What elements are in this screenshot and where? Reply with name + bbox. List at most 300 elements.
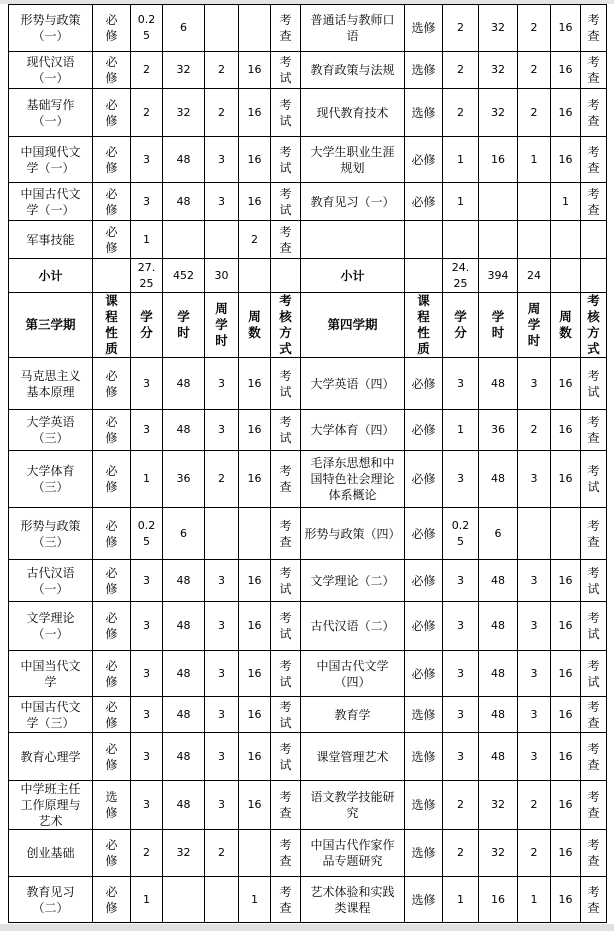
sem3-course-type-cell: 必 修 — [93, 830, 131, 877]
table-row — [9, 89, 607, 137]
table-row — [9, 52, 607, 89]
sem4-weekly-hours-cell: 3 — [518, 651, 551, 697]
table-row — [9, 221, 607, 259]
sem3-course-type-cell: 必 修 — [93, 89, 131, 137]
sem3-credits-cell: 3 — [131, 733, 163, 781]
sem3-course-name-cell: 古代汉语 （一） — [9, 560, 93, 602]
sem4-course-type-cell — [405, 259, 443, 293]
sem4-weekly-hours-cell: 3 — [518, 451, 551, 508]
sem4-assessment-cell: 考 查 — [581, 5, 607, 52]
sem3-course-type-cell: 选 修 — [93, 781, 131, 830]
sem3-weekly-hours-cell: 3 — [205, 560, 239, 602]
sem3-course-type-cell: 必 修 — [93, 697, 131, 733]
sem3-weekly-hours-cell — [205, 508, 239, 560]
sem3-hours-cell: 36 — [163, 451, 205, 508]
sem3-course-name-cell: 教育见习 （二） — [9, 877, 93, 923]
sem4-course-name-cell: 教育政策与法规 — [301, 52, 405, 89]
sem3-weeks-cell: 16 — [239, 89, 271, 137]
sem4-credits-cell: 2 — [443, 781, 479, 830]
sem3-course-type-cell: 必 修 — [93, 508, 131, 560]
sem4-credits-cell: 3 — [443, 560, 479, 602]
sem3-weekly-hours-cell — [205, 877, 239, 923]
sem3-weekly-hours-cell: 3 — [205, 137, 239, 183]
sem3-hours-cell — [163, 221, 205, 259]
sem3-weekly-hours-cell: 3 — [205, 781, 239, 830]
sem4-course-name-cell — [301, 221, 405, 259]
sem3-hours-cell: 48 — [163, 410, 205, 451]
sem3-hours-cell: 32 — [163, 89, 205, 137]
sem4-course-name-cell: 普通话与教师口 语 — [301, 5, 405, 52]
sem3-course-type-cell: 必 修 — [93, 651, 131, 697]
sem3-weeks-cell: 周 数 — [239, 293, 271, 358]
table-row — [9, 877, 607, 923]
sem3-weeks-cell — [239, 830, 271, 877]
sem4-credits-cell: 3 — [443, 602, 479, 651]
sem4-credits-cell: 1 — [443, 877, 479, 923]
sem3-credits-cell: 2 — [131, 89, 163, 137]
sem4-weeks-cell: 16 — [551, 602, 581, 651]
sem4-hours-cell: 48 — [479, 560, 518, 602]
sem4-hours-cell: 48 — [479, 358, 518, 410]
sem4-weeks-cell: 16 — [551, 830, 581, 877]
sem3-weeks-cell: 2 — [239, 221, 271, 259]
sem3-weekly-hours-cell — [205, 221, 239, 259]
sem4-hours-cell: 48 — [479, 451, 518, 508]
sem3-credits-cell: 3 — [131, 602, 163, 651]
sem4-assessment-cell: 考 试 — [581, 451, 607, 508]
sem4-hours-cell: 32 — [479, 52, 518, 89]
table-row — [9, 358, 607, 410]
sem3-credits-cell: 3 — [131, 358, 163, 410]
sem4-hours-cell — [479, 221, 518, 259]
sem3-credits-cell: 0.2 5 — [131, 508, 163, 560]
sem4-course-type-cell: 选修 — [405, 877, 443, 923]
sem3-course-type-cell: 必 修 — [93, 733, 131, 781]
sem4-weekly-hours-cell: 3 — [518, 560, 551, 602]
sem3-course-type-cell: 必 修 — [93, 602, 131, 651]
sem4-hours-cell: 32 — [479, 5, 518, 52]
sem3-course-name-cell: 小计 — [9, 259, 93, 293]
sem3-hours-cell: 48 — [163, 733, 205, 781]
sem4-course-name-cell: 中国古代文学 （四） — [301, 651, 405, 697]
sem4-weeks-cell: 16 — [551, 137, 581, 183]
sem3-credits-cell: 3 — [131, 410, 163, 451]
sem4-hours-cell: 32 — [479, 781, 518, 830]
sem4-course-type-cell: 选修 — [405, 52, 443, 89]
sem4-credits-cell: 0.2 5 — [443, 508, 479, 560]
table-row — [9, 602, 607, 651]
sem3-assessment-cell: 考 试 — [271, 733, 301, 781]
sem3-weeks-cell: 16 — [239, 697, 271, 733]
sem4-course-name-cell: 大学英语（四） — [301, 358, 405, 410]
sem4-weekly-hours-cell — [518, 221, 551, 259]
sem4-weekly-hours-cell: 2 — [518, 52, 551, 89]
sem3-credits-cell: 27. 25 — [131, 259, 163, 293]
sem4-credits-cell: 3 — [443, 651, 479, 697]
sem3-weekly-hours-cell: 3 — [205, 183, 239, 221]
sem3-course-name-cell: 马克思主义 基本原理 — [9, 358, 93, 410]
sem4-weeks-cell — [551, 221, 581, 259]
sem3-course-name-cell: 形势与政策 （三） — [9, 508, 93, 560]
sem3-course-name-cell: 中学班主任 工作原理与 艺术 — [9, 781, 93, 830]
table-row — [9, 697, 607, 733]
sem4-course-type-cell: 选修 — [405, 781, 443, 830]
sem4-course-name-cell: 课堂管理艺术 — [301, 733, 405, 781]
table-row — [9, 733, 607, 781]
sem3-assessment-cell: 考 试 — [271, 560, 301, 602]
sem4-assessment-cell: 考 查 — [581, 733, 607, 781]
sem4-assessment-cell — [581, 259, 607, 293]
sem3-assessment-cell: 考 查 — [271, 877, 301, 923]
sem3-course-name-cell: 大学英语 （三） — [9, 410, 93, 451]
sem3-credits-cell: 3 — [131, 781, 163, 830]
sem3-weeks-cell: 1 — [239, 877, 271, 923]
sem3-course-type-cell: 必 修 — [93, 183, 131, 221]
sem4-weeks-cell: 16 — [551, 560, 581, 602]
table-row — [9, 5, 607, 52]
sem3-assessment-cell: 考 试 — [271, 137, 301, 183]
sem3-assessment-cell: 考 核 方 式 — [271, 293, 301, 358]
sem4-hours-cell: 6 — [479, 508, 518, 560]
sem3-weeks-cell: 16 — [239, 52, 271, 89]
sem3-weeks-cell: 16 — [239, 451, 271, 508]
sem4-course-type-cell: 选修 — [405, 89, 443, 137]
sem4-weeks-cell: 16 — [551, 410, 581, 451]
sem4-course-name-cell: 大学生职业生涯 规划 — [301, 137, 405, 183]
sem4-hours-cell: 学 时 — [479, 293, 518, 358]
sem3-hours-cell: 32 — [163, 52, 205, 89]
sem4-weeks-cell: 16 — [551, 651, 581, 697]
sem3-course-name-cell: 军事技能 — [9, 221, 93, 259]
sem3-weeks-cell: 16 — [239, 137, 271, 183]
sem4-course-name-cell: 教育见习（一） — [301, 183, 405, 221]
sem4-weekly-hours-cell: 周 学 时 — [518, 293, 551, 358]
sem4-assessment-cell — [581, 221, 607, 259]
sem4-course-type-cell: 选修 — [405, 733, 443, 781]
table-row — [9, 508, 607, 560]
sem4-assessment-cell: 考 试 — [581, 651, 607, 697]
sem4-weekly-hours-cell: 1 — [518, 137, 551, 183]
sem4-course-name-cell: 第四学期 — [301, 293, 405, 358]
sem3-weeks-cell — [239, 259, 271, 293]
sem4-weekly-hours-cell: 3 — [518, 358, 551, 410]
sem4-weekly-hours-cell — [518, 508, 551, 560]
sem4-credits-cell: 1 — [443, 410, 479, 451]
sem3-weeks-cell: 16 — [239, 733, 271, 781]
sem3-weekly-hours-cell: 3 — [205, 602, 239, 651]
header-row — [9, 293, 607, 358]
sem4-credits-cell: 24. 25 — [443, 259, 479, 293]
sem3-credits-cell: 3 — [131, 183, 163, 221]
sem3-credits-cell: 0.2 5 — [131, 5, 163, 52]
sem3-hours-cell: 48 — [163, 137, 205, 183]
sem3-weekly-hours-cell: 30 — [205, 259, 239, 293]
sem3-course-type-cell: 必 修 — [93, 877, 131, 923]
sem4-credits-cell — [443, 221, 479, 259]
sem4-weekly-hours-cell: 3 — [518, 602, 551, 651]
sem4-weekly-hours-cell: 24 — [518, 259, 551, 293]
sem4-assessment-cell: 考 查 — [581, 781, 607, 830]
sem4-course-type-cell: 必修 — [405, 183, 443, 221]
sem4-hours-cell: 48 — [479, 733, 518, 781]
sem4-weeks-cell: 16 — [551, 733, 581, 781]
sem4-course-name-cell: 毛泽东思想和中 国特色社会理论 体系概论 — [301, 451, 405, 508]
sem4-course-name-cell: 古代汉语（二） — [301, 602, 405, 651]
sem3-assessment-cell: 考 试 — [271, 52, 301, 89]
sem3-course-name-cell: 创业基础 — [9, 830, 93, 877]
sem4-weeks-cell: 16 — [551, 451, 581, 508]
sem4-assessment-cell: 考 查 — [581, 877, 607, 923]
sem4-course-type-cell: 选修 — [405, 5, 443, 52]
table-row — [9, 451, 607, 508]
sem3-course-name-cell: 中国当代文 学 — [9, 651, 93, 697]
sem4-hours-cell: 16 — [479, 137, 518, 183]
sem4-hours-cell: 48 — [479, 651, 518, 697]
sem3-weeks-cell: 16 — [239, 781, 271, 830]
sem4-course-name-cell: 小计 — [301, 259, 405, 293]
sem3-hours-cell: 48 — [163, 358, 205, 410]
sem4-weekly-hours-cell: 2 — [518, 89, 551, 137]
sem4-assessment-cell: 考 查 — [581, 183, 607, 221]
sem4-course-name-cell: 形势与政策（四） — [301, 508, 405, 560]
sem3-weekly-hours-cell: 3 — [205, 733, 239, 781]
sem4-weekly-hours-cell: 3 — [518, 697, 551, 733]
sem4-weeks-cell: 16 — [551, 877, 581, 923]
sem3-weekly-hours-cell: 周 学 时 — [205, 293, 239, 358]
sem4-weekly-hours-cell: 1 — [518, 877, 551, 923]
sem4-course-type-cell: 必修 — [405, 451, 443, 508]
sem4-course-type-cell: 选修 — [405, 697, 443, 733]
sem4-hours-cell: 394 — [479, 259, 518, 293]
sem3-course-name-cell: 中国现代文 学（一） — [9, 137, 93, 183]
sem3-assessment-cell: 考 试 — [271, 651, 301, 697]
curriculum-table — [8, 4, 607, 923]
sem3-hours-cell: 48 — [163, 697, 205, 733]
sem3-weekly-hours-cell: 2 — [205, 52, 239, 89]
sem3-assessment-cell: 考 查 — [271, 781, 301, 830]
sem4-course-type-cell — [405, 221, 443, 259]
sem3-course-name-cell: 第三学期 — [9, 293, 93, 358]
sem3-weekly-hours-cell: 2 — [205, 830, 239, 877]
sem4-weeks-cell — [551, 508, 581, 560]
sem4-assessment-cell: 考 查 — [581, 89, 607, 137]
sem3-weekly-hours-cell: 2 — [205, 89, 239, 137]
sem3-weeks-cell — [239, 5, 271, 52]
sem3-course-type-cell: 必 修 — [93, 5, 131, 52]
sem3-hours-cell: 48 — [163, 183, 205, 221]
sem3-credits-cell: 3 — [131, 651, 163, 697]
sem3-credits-cell: 2 — [131, 52, 163, 89]
sem3-course-type-cell: 必 修 — [93, 358, 131, 410]
sem4-weekly-hours-cell: 2 — [518, 5, 551, 52]
sem4-course-type-cell: 必修 — [405, 508, 443, 560]
sem3-assessment-cell: 考 查 — [271, 5, 301, 52]
sem3-hours-cell: 学 时 — [163, 293, 205, 358]
sem4-credits-cell: 3 — [443, 358, 479, 410]
sem4-assessment-cell: 考 查 — [581, 137, 607, 183]
sem4-weekly-hours-cell: 3 — [518, 733, 551, 781]
sem4-weeks-cell: 16 — [551, 52, 581, 89]
sem4-course-name-cell: 中国古代作家作 品专题研究 — [301, 830, 405, 877]
sem3-hours-cell: 452 — [163, 259, 205, 293]
sem4-credits-cell: 3 — [443, 733, 479, 781]
sem4-weeks-cell: 16 — [551, 358, 581, 410]
sem4-assessment-cell: 考 试 — [581, 358, 607, 410]
sem3-credits-cell: 2 — [131, 830, 163, 877]
sem4-weeks-cell: 1 — [551, 183, 581, 221]
sem4-credits-cell: 2 — [443, 830, 479, 877]
sem4-weekly-hours-cell: 2 — [518, 410, 551, 451]
sem3-course-name-cell: 形势与政策 （一） — [9, 5, 93, 52]
sem3-assessment-cell: 考 试 — [271, 697, 301, 733]
window-bottom-edge — [0, 924, 614, 931]
sem3-hours-cell: 32 — [163, 830, 205, 877]
table-row — [9, 410, 607, 451]
sem3-weekly-hours-cell: 3 — [205, 410, 239, 451]
sem3-course-type-cell: 必 修 — [93, 221, 131, 259]
sem3-assessment-cell: 考 查 — [271, 221, 301, 259]
sem3-course-name-cell: 基础写作 （一） — [9, 89, 93, 137]
sem4-course-type-cell: 必修 — [405, 602, 443, 651]
sem4-course-name-cell: 艺术体验和实践 类课程 — [301, 877, 405, 923]
sem4-assessment-cell: 考 查 — [581, 508, 607, 560]
sem3-course-name-cell: 中国古代文 学（一） — [9, 183, 93, 221]
sem3-course-type-cell: 必 修 — [93, 137, 131, 183]
sem3-course-type-cell — [93, 259, 131, 293]
sem3-assessment-cell: 考 试 — [271, 358, 301, 410]
sem3-course-name-cell: 中国古代文 学（三） — [9, 697, 93, 733]
sem4-weekly-hours-cell: 2 — [518, 830, 551, 877]
sem3-weeks-cell: 16 — [239, 651, 271, 697]
sem4-hours-cell: 36 — [479, 410, 518, 451]
sem3-hours-cell: 6 — [163, 5, 205, 52]
sem4-assessment-cell: 考 试 — [581, 602, 607, 651]
table-row — [9, 651, 607, 697]
sem3-hours-cell: 48 — [163, 602, 205, 651]
subtotal-row — [9, 259, 607, 293]
sem4-hours-cell: 16 — [479, 877, 518, 923]
sem4-hours-cell: 48 — [479, 697, 518, 733]
sem4-course-type-cell: 必修 — [405, 137, 443, 183]
sem4-assessment-cell: 考 查 — [581, 697, 607, 733]
sem3-weekly-hours-cell: 2 — [205, 451, 239, 508]
sem4-weeks-cell: 16 — [551, 89, 581, 137]
sem3-assessment-cell: 考 查 — [271, 451, 301, 508]
sem3-weekly-hours-cell: 3 — [205, 651, 239, 697]
sem4-hours-cell: 32 — [479, 89, 518, 137]
sem4-course-type-cell: 必修 — [405, 651, 443, 697]
sem4-credits-cell: 学 分 — [443, 293, 479, 358]
sem4-course-type-cell: 必修 — [405, 560, 443, 602]
sem3-credits-cell: 1 — [131, 877, 163, 923]
sem3-course-name-cell: 文学理论 （一） — [9, 602, 93, 651]
table-row — [9, 781, 607, 830]
sem4-course-name-cell: 现代教育技术 — [301, 89, 405, 137]
sem4-credits-cell: 2 — [443, 5, 479, 52]
sem4-hours-cell — [479, 183, 518, 221]
sem4-course-type-cell: 课 程 性 质 — [405, 293, 443, 358]
sem3-assessment-cell: 考 查 — [271, 830, 301, 877]
sem3-credits-cell: 学 分 — [131, 293, 163, 358]
sem3-course-name-cell: 现代汉语 （一） — [9, 52, 93, 89]
table-row — [9, 183, 607, 221]
sem4-hours-cell: 32 — [479, 830, 518, 877]
sem4-weeks-cell: 16 — [551, 781, 581, 830]
table-row — [9, 560, 607, 602]
sem4-credits-cell: 3 — [443, 697, 479, 733]
sem3-credits-cell: 3 — [131, 137, 163, 183]
sem3-hours-cell: 48 — [163, 560, 205, 602]
sem3-course-name-cell: 大学体育 （三） — [9, 451, 93, 508]
sem4-assessment-cell: 考 查 — [581, 52, 607, 89]
sem3-hours-cell: 6 — [163, 508, 205, 560]
sem4-course-type-cell: 必修 — [405, 410, 443, 451]
sem4-course-type-cell: 必修 — [405, 358, 443, 410]
sem4-credits-cell: 2 — [443, 52, 479, 89]
sem4-assessment-cell: 考 查 — [581, 410, 607, 451]
sem4-credits-cell: 1 — [443, 183, 479, 221]
sem4-credits-cell: 3 — [443, 451, 479, 508]
sem4-assessment-cell: 考 核 方 式 — [581, 293, 607, 358]
sem3-weeks-cell: 16 — [239, 602, 271, 651]
sem3-hours-cell: 48 — [163, 651, 205, 697]
sem3-assessment-cell: 考 试 — [271, 410, 301, 451]
sem4-credits-cell: 1 — [443, 137, 479, 183]
sem3-hours-cell: 48 — [163, 781, 205, 830]
sem3-course-name-cell: 教育心理学 — [9, 733, 93, 781]
sem4-course-name-cell: 教育学 — [301, 697, 405, 733]
sem4-hours-cell: 48 — [479, 602, 518, 651]
sem3-course-type-cell: 必 修 — [93, 451, 131, 508]
sem4-course-name-cell: 语文教学技能研 究 — [301, 781, 405, 830]
sem3-credits-cell: 3 — [131, 697, 163, 733]
sem3-weeks-cell: 16 — [239, 560, 271, 602]
sem3-weeks-cell — [239, 508, 271, 560]
sem3-weeks-cell: 16 — [239, 183, 271, 221]
sem4-course-type-cell: 选修 — [405, 830, 443, 877]
sem3-weekly-hours-cell: 3 — [205, 697, 239, 733]
sem3-weekly-hours-cell — [205, 5, 239, 52]
sem3-weeks-cell: 16 — [239, 410, 271, 451]
sem3-assessment-cell: 考 试 — [271, 89, 301, 137]
sem4-weeks-cell: 16 — [551, 5, 581, 52]
sem3-assessment-cell: 考 试 — [271, 183, 301, 221]
sem3-credits-cell: 1 — [131, 451, 163, 508]
sem3-assessment-cell — [271, 259, 301, 293]
sem3-course-type-cell: 课 程 性 质 — [93, 293, 131, 358]
sem3-course-type-cell: 必 修 — [93, 52, 131, 89]
table-row — [9, 137, 607, 183]
sem3-weekly-hours-cell: 3 — [205, 358, 239, 410]
sem4-weekly-hours-cell — [518, 183, 551, 221]
sem3-weeks-cell: 16 — [239, 358, 271, 410]
sem3-assessment-cell: 考 查 — [271, 508, 301, 560]
sem4-credits-cell: 2 — [443, 89, 479, 137]
table-row — [9, 830, 607, 877]
sem4-weeks-cell: 16 — [551, 697, 581, 733]
sem3-course-type-cell: 必 修 — [93, 410, 131, 451]
sem3-credits-cell: 1 — [131, 221, 163, 259]
sem4-course-name-cell: 大学体育（四） — [301, 410, 405, 451]
sem4-assessment-cell: 考 查 — [581, 830, 607, 877]
sem4-weekly-hours-cell: 2 — [518, 781, 551, 830]
sem3-credits-cell: 3 — [131, 560, 163, 602]
sem4-assessment-cell: 考 试 — [581, 560, 607, 602]
sem3-assessment-cell: 考 试 — [271, 602, 301, 651]
sem4-weeks-cell — [551, 259, 581, 293]
sem3-hours-cell — [163, 877, 205, 923]
sem4-weeks-cell: 周 数 — [551, 293, 581, 358]
